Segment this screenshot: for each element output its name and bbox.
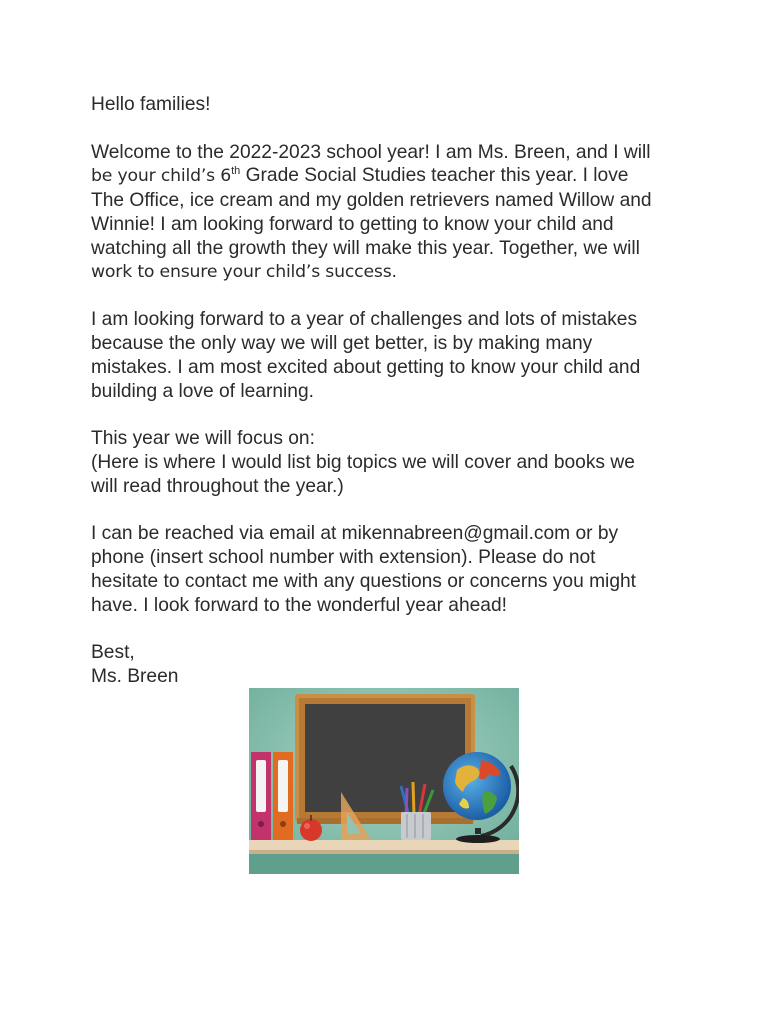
challenges-line-2: because the only way we will get better, is by making many xyxy=(91,332,593,354)
contact-line-3: hesitate to contact me with any questions or concerns you might xyxy=(91,570,636,592)
paragraph-welcome xyxy=(91,141,691,285)
challenges-line-4: building a love of learning. xyxy=(91,380,314,402)
welcome-line-1: Welcome to the 2022-2023 school year! I am Ms. Breen, and I will xyxy=(91,141,651,163)
challenges-line-1: I am looking forward to a year of challenges and lots of mistakes xyxy=(91,309,638,331)
contact-line-2: phone (insert school number with extension). Please do not xyxy=(91,547,596,569)
paragraph-contact xyxy=(91,522,691,617)
chalkboard-icon xyxy=(295,694,475,824)
focus-line-3: will read throughout the year.) xyxy=(91,475,344,497)
welcome-line-4: Winnie! I am looking forward to getting to know your child and xyxy=(91,213,614,235)
welcome-line-6: work to ensure your child’s success. xyxy=(91,261,397,282)
paragraph-challenges xyxy=(91,308,691,403)
paragraph-focus xyxy=(91,427,691,498)
focus-line-2: (Here is where I would list big topics we will cover and books we xyxy=(91,451,635,473)
contact-line-4: have. I look forward to the wonderful year ahead! xyxy=(91,594,507,616)
signature: Ms. Breen xyxy=(91,666,179,688)
welcome-line-3: The Office, ice cream and my golden retrievers named Willow and xyxy=(91,190,652,212)
classroom-illustration-svg xyxy=(249,688,519,874)
classroom-chalkboard-illustration-icon xyxy=(249,688,519,874)
ordinal-suffix: th xyxy=(231,165,241,178)
closing: Best, xyxy=(91,642,135,664)
greeting-text: Hello families! xyxy=(91,94,211,115)
desk-icon xyxy=(249,840,519,874)
challenges-line-3: mistakes. I am most excited about getting to know your child and xyxy=(91,356,641,378)
contact-line-1: I can be reached via email at mikennabreen@gmail.com or by xyxy=(91,523,619,545)
welcome-line-2-start: be your child’s 6 xyxy=(91,166,232,187)
focus-line-1: This year we will focus on: xyxy=(91,428,315,450)
welcome-line-2 xyxy=(91,164,691,189)
greeting xyxy=(91,93,691,117)
letter-body xyxy=(91,93,691,689)
welcome-line-2-end: Grade Social Studies teacher this year. I love xyxy=(240,165,629,187)
welcome-line-5: watching all the growth they will make this year. Together, we will xyxy=(91,237,640,259)
sign-off xyxy=(91,641,691,689)
